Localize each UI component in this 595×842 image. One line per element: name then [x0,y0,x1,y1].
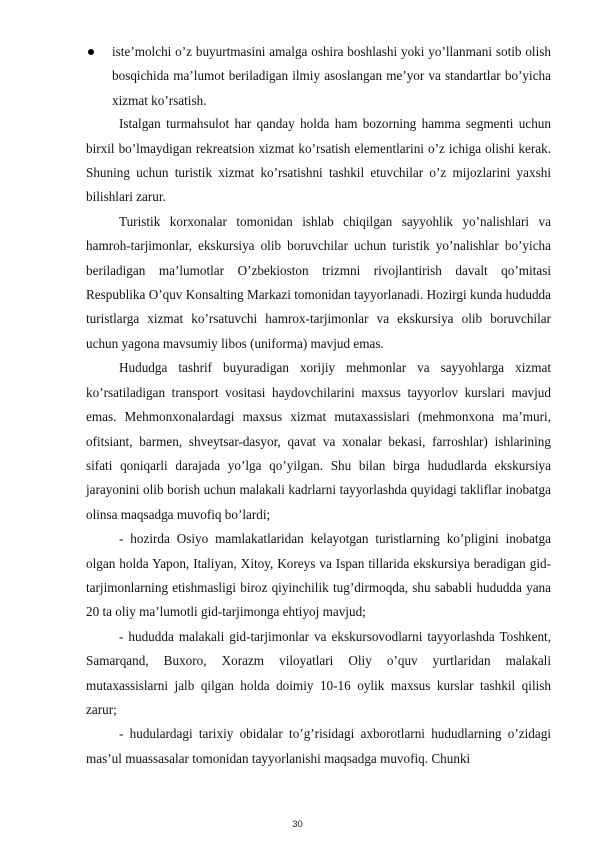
dash-list-item: - hudulardagi tarixiy obidalar to’g’risidagi axborotlarni hududlarning o’zidagi mas’ul muassasalar tomonidan tayyorlanishi maqsadga muvofiq. Chunki [86,726,551,766]
bullet-text: iste’molchi o’z buyurtmasini amalga oshira boshlashi yoki yo’llanmani sotib olish bosqichida ma’lumot beriladigan ilmiy asoslangan me’yor va standartlar bo’yicha xizmat ko’rsatish. [112,44,551,108]
bullet-icon [88,49,94,55]
dash-list-item: - hozirda Osiyo mamlakatlaridan kelayotgan turistlarning ko’pligini inobatga olgan holda Yapon, Italiyan, Xitoy, Koreys va Ispan tillarida ekskursiya beradigan gid-tarjimonlarning etishmasligi biroz qiyinchilik tug’dirmoqda, shu sababli hududda yana 20 ta oliy ma’lumotli gid-tarjimonga ehtiyoj mavjud; [86,531,551,620]
paragraph: Hududga tashrif buyuradigan xorijiy mehmonlar va sayyohlarga xizmat ko’rsatiladigan transport vositasi haydovchilarini maxsus tayyorlov kurslari mavjud emas. Mehmonxonalardagi maxsus xizmat mutaxassislari (mehmonxona ma’muri, ofitsiant, barmen, shveytsar-dasyor, qavat va xonalar bekasi, farroshlar) ishlarining sifati qoniqarli darajada yo’lga qo’yilgan. Shu bilan birga hududlarda ekskursiya jarayonini olib borish uchun malakali kadrlarni tayyorlashda quyidagi takliflar inobatga olinsa maqsadga muvofiq bo’lardi; [86,360,551,522]
document-body [86,40,551,771]
bullet-list-item [86,40,551,113]
paragraph: Turistik korxonalar tomonidan ishlab chiqilgan sayyohlik yo’nalishlari va hamroh-tarjimonlar, ekskursiya olib boruvchilar uchun turistik yo’nalishlar bo’yicha beriladigan ma’lumotlar O’zbekioston trizmni rivojlantirish davalt qo’mitasi Respublika O’quv Konsalting Markazi tomonidan tayyorlanadi. Hozirgi kunda hududda turistlarga xizmat ko’rsatuvchi hamrox-tarjimonlar va ekskursiya olib boruvchilar uchun yagona mavsumiy libos (uniforma) mavjud emas. [86,213,551,351]
page-number: 30 [292,819,303,830]
paragraph: Istalgan turmahsulot har qanday holda ham bozorning hamma segmenti uchun birxil bo’lmaydigan rekreatsion xizmat ko’rsatish elementlarini o’z ichiga olishi kerak. Shuning uchun turistik xizmat ko’rsatishni tashkil etuvchilar o’z mijozlarini yaxshi bilishlari zarur. [86,116,551,205]
dash-list-item: - hududda malakali gid-tarjimonlar va ekskursovodlarni tayyorlashda Toshkent, Samarqand, Buxoro, Xorazm viloyatlari Oliy o’quv yurtlaridan malakali mutaxassislarni jalb qilgan holda doimiy 10-16 oylik maxsus kurslar tashkil qilish zarur; [86,628,551,717]
